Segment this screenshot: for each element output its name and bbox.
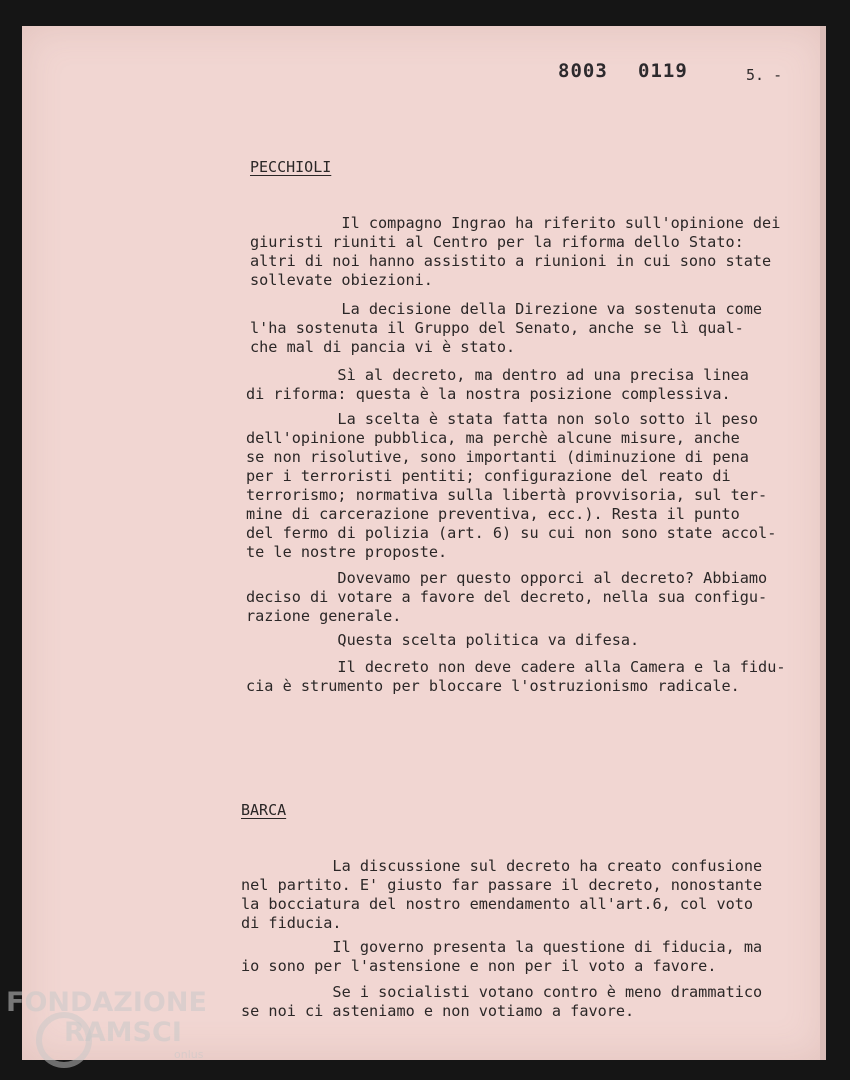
paragraph: Se i socialisti votano contro è meno drammatico se noi ci asteniamo e non votiamo a favore. [241,983,763,1020]
document-page [22,26,826,1060]
watermark-g-logo-icon [36,1012,92,1068]
watermark-line2: RAMSCI [64,1017,182,1048]
paragraph: Il compagno Ingrao ha riferito sull'opinione dei giuristi riuniti al Centro per la riforma dello Stato: altri di noi hanno assistito a riunioni in cui sono state sollevate obiezioni. [250,214,781,289]
archive-stamp-part2: 0119 [638,60,688,82]
watermark-line1: FONDAZIONE [6,987,207,1018]
page-edge [820,26,826,1060]
page-number: 5. - [746,66,783,84]
paragraph: La discussione sul decreto ha creato confusione nel partito. E' giusto far passare il decreto, nonostante la bocciatura del nostro emendamento all'art.6, col voto di fiducia. [241,857,763,932]
speaker-heading-barca: BARCA [241,801,287,819]
paragraph: Il decreto non deve cadere alla Camera e la fidu- cia è strumento per bloccare l'ostruzionismo radicale. [246,658,786,695]
paragraph: Il governo presenta la questione di fiducia, ma io sono per l'astensione e non per il voto a favore. [241,938,763,975]
paragraph: La scelta è stata fatta non solo sotto il peso dell'opinione pubblica, ma perchè alcune misure, anche se non risolutive, sono importanti (diminuzione di pena per i terroristi pentiti; configurazione del reato di terrorismo; normativa sulla libertà provvisoria, sul ter- mine di carcerazione preventiva, ecc.). Resta il punto del fermo di polizia (art. 6) su cui non sono state accol- te le nostre proposte. [246,410,777,561]
paragraph: La decisione della Direzione va sostenuta come l'ha sostenuta il Gruppo del Senato, anche se lì qual- che mal di pancia vi è stato. [250,300,763,356]
watermark-line3: onlus [174,1048,204,1061]
archive-stamp-part1: 8003 [558,60,608,82]
speaker-heading-pecchioli: PECCHIOLI [250,158,332,176]
paragraph: Dovevamo per questo opporci al decreto? Abbiamo deciso di votare a favore del decreto, nella sua configu- razione generale. [246,569,768,625]
paragraph: Sì al decreto, ma dentro ad una precisa linea di riforma: questa è la nostra posizione complessiva. [246,366,749,403]
paragraph: Questa scelta politica va difesa. [246,631,640,649]
fondazione-gramsci-watermark [6,987,207,1061]
